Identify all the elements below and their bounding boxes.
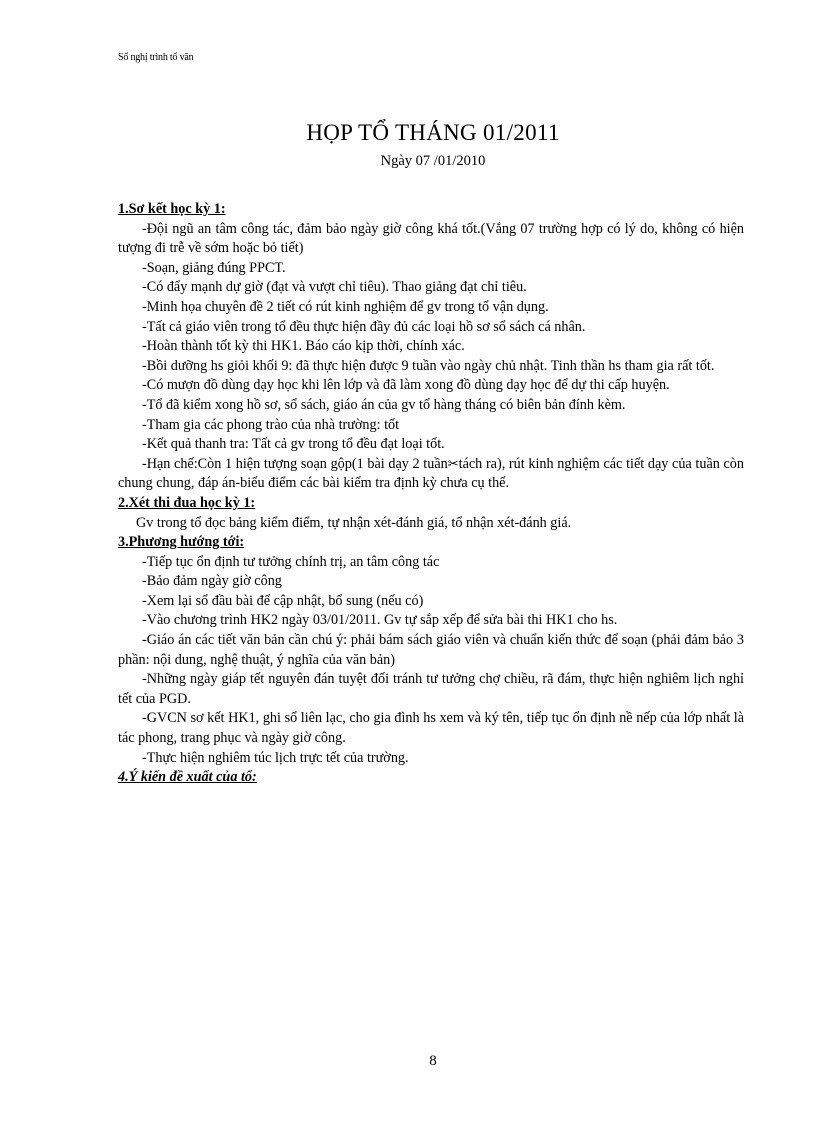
section-heading-4: 4.Ý kiến đề xuất của tổ: [118,769,257,786]
meeting-date: Ngày 07 /01/2010 [380,153,486,169]
section-heading-3: 3.Phương hướng tới: [118,534,245,551]
list-item: -Tất cả giáo viên trong tổ đều thực hiện đầy đủ các loại hồ sơ sổ sách cá nhân. [142,318,586,335]
list-item: -Tổ đã kiểm xong hồ sơ, sổ sách, giáo án của gv tổ hàng tháng có biên bản đính kèm. [142,396,626,413]
page-number: 8 [429,1053,437,1069]
limitations-text-start: -Hạn chế:Còn 1 hiện tượng soạn gộp(1 bài dạy 2 tuần [142,455,448,472]
list-item: -Đội ngũ an tâm công tác, đảm bảo ngày giờ công khá tốt.(Vắng 07 trường hợp có lý do, không có hiện tượng đi trễ về sớm hoặc bỏ tiết) [118,220,744,257]
section-heading-2: 2.Xét thi đua học kỳ 1: [118,494,256,511]
document-body [118,200,744,788]
list-item: -Thực hiện nghiêm túc lịch trực tết của trường. [142,749,409,766]
running-header: Sổ nghị trình tổ văn [118,52,194,63]
list-item: -Xem lại sổ đầu bài để cập nhật, bổ sung (nếu có) [142,592,424,609]
limitations-text-end: tách ra), rút kinh nghiệm các tiết dạy của tuần còn chung chung, đáp án-biểu điểm các bài kiểm tra định kỳ chưa cụ thể. [118,455,744,492]
list-item: -Những ngày giáp tết nguyên đán tuyệt đối tránh tư tưởng chợ chiều, rã đám, thực hiện nghiêm lịch nghỉ tết của PGD. [118,671,744,707]
list-item: -GVCN sơ kết HK1, ghi sổ liên lạc, cho gia đình hs xem và ký tên, tiếp tục ổn định nề nếp của lớp nhất là tác phong, trang phục và ngày giờ công. [118,710,744,747]
list-item: -Hoàn thành tốt kỳ thi HK1. Báo cáo kịp thời, chính xác. [142,338,465,355]
list-item: -Soạn, giảng đúng PPCT. [142,259,286,276]
list-item: -Bồi dưỡng hs giỏi khối 9: đã thực hiện được 9 tuần vào ngày chủ nhật. Tinh thần hs tham gia rất tốt. [142,357,715,374]
document-title: HỌP TỔ THÁNG 01/2011 [306,120,560,145]
list-item: -Bảo đảm ngày giờ công [142,573,282,590]
section-heading-1: 1.Sơ kết học kỳ 1: [118,201,226,217]
list-item-limitations [118,455,744,494]
scissors-icon: ✂ [447,456,459,472]
list-item: -Minh họa chuyên đề 2 tiết có rút kinh nghiệm để gv trong tổ vận dụng. [142,298,549,315]
list-item: -Có mượn đồ dùng dạy học khi lên lớp và đã làm xong đồ dùng dạy học để dự thi cấp huyện. [142,377,670,394]
list-item: -Có đẩy mạnh dự giờ (đạt và vượt chỉ tiêu). Thao giảng đạt chỉ tiêu. [142,279,527,296]
list-item: -Tiếp tục ổn định tư tưởng chính trị, an tâm công tác [142,553,440,570]
section-2-text: Gv trong tổ đọc bảng kiểm điểm, tự nhận xét-đánh giá, tổ nhận xét-đánh giá. [136,514,572,531]
list-item: -Kết quả thanh tra: Tất cả gv trong tổ đều đạt loại tốt. [142,436,445,453]
list-item: -Giáo án các tiết văn bản cần chú ý: phải bám sách giáo viên và chuẩn kiến thức để soạn (phải đảm bảo 3 phần: nội dung, nghệ thuật, ý nghĩa của văn bản) [118,632,744,668]
list-item: -Tham gia các phong trào của nhà trường: tốt [142,416,400,433]
list-item: -Vào chương trình HK2 ngày 03/01/2011. Gv tự sắp xếp để sửa bài thi HK1 cho hs. [142,612,618,629]
